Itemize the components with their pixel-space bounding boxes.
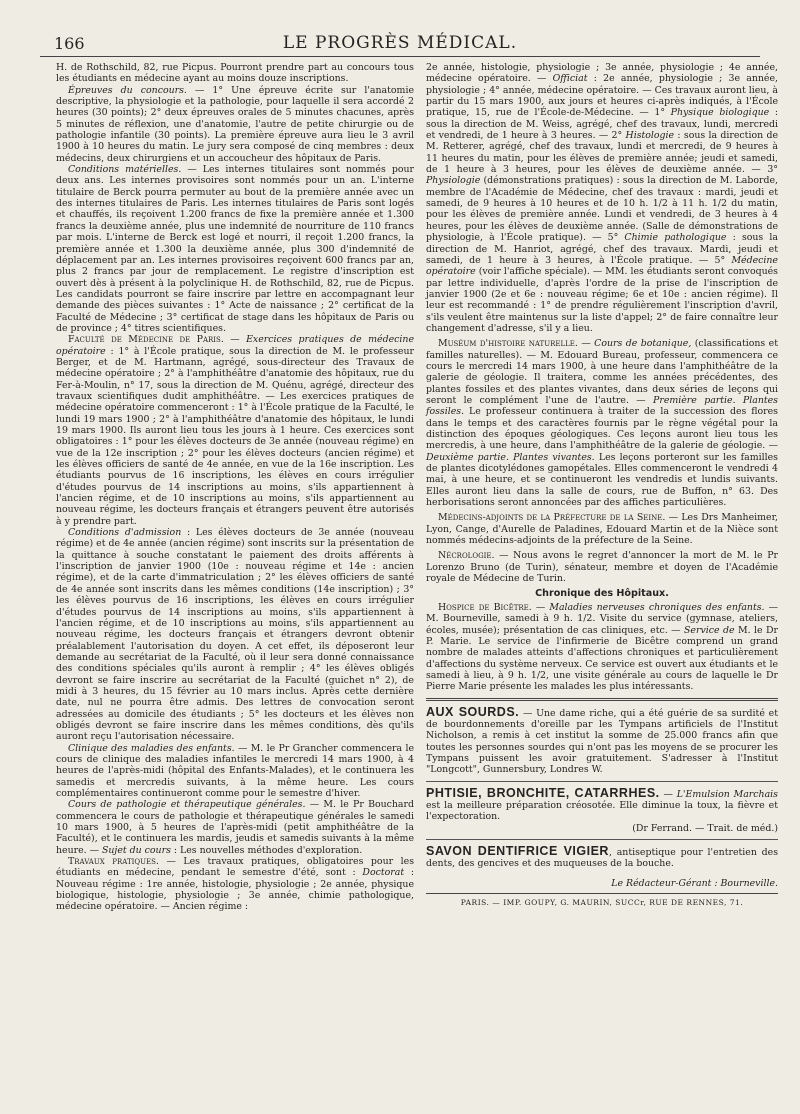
- right-column: [426, 62, 778, 908]
- left-column: [56, 62, 414, 913]
- paragraph: [426, 512, 778, 546]
- advertisement-sourds: [426, 704, 778, 782]
- italic-text: Doctorat: [362, 867, 405, 879]
- header-rule: [40, 56, 760, 57]
- text-span: Le professeur continuera à traiter de la succession des flores dans le temps et des caractères fournis par le règne végétal pour la distinction des époques géologiques. Ces leçons auront lieu tous les mercredis, à une heure, dans l'amphithéâtre de la galerie de géologie. —: [426, 406, 778, 452]
- section-head: Conditions d'admission: [68, 527, 182, 539]
- paragraph-text: — Les travaux pratiques, obligatoires pour les étudiants en médecine, pendant le semestre d'été, sont :: [56, 856, 415, 879]
- section-head: Conditions matérielles.: [68, 164, 182, 176]
- paragraph-text: — M. le Pr Grancher commencera le cours de clinique des maladies infantiles le mercredi 14 mars 1900, à 4 heures de l'après-midi (hôpital des Enfants-Malades), et le continuera les samedis et mercredis suivants, à la même heure. Les cours complémentaires continueront comme pour le semestre d'hiver.: [56, 742, 414, 799]
- divider: [426, 839, 778, 840]
- paragraph-text: — Les internes titulaires sont nommés pour deux ans. Les internes provisoires sont nommés pour un an. L'interne titulaire de Berck pourra permuter au bout de la première année avec un des internes titulaires de Paris. Les internes titulaires de Paris sont logés et chauffés, ils reçoivent 1.200 francs de fixe la première année et 1.300 francs la deuxième année, plus une indemnité de nourriture de 110 francs par mois. L'interne de Berck est logé et nourri, il reçoit 1.200 francs, la première année et 1.300 la deuxième année, plus 300 d'indemnité de déplacement par an. Les internes provisoires reçoivent 600 francs par an, plus 2 francs par jour de remplacement. Le registre d'inscription est ouvert dès à présent à la polyclinique H. de Rothschild, 82, rue de Picpus. Les candidats pourront se faire inscrire par lettre en accompagnant leur demande des pièces suivantes : 1° Acte de naissance ; 2° certificat de la Faculté de Médecine ; 3° certificat de stage dans les hôpitaux de Paris ou de province ; 4° titres scientifiques.: [56, 164, 414, 334]
- paragraph: [426, 550, 778, 584]
- text-span: 2e année, histologie, physiologie ; 3e année, physiologie ; 4e année, médecine opératoire. —: [426, 62, 778, 85]
- double-rule: [426, 698, 778, 701]
- paragraph: [56, 527, 414, 743]
- paragraph: [56, 743, 414, 800]
- page-number: 166: [54, 34, 85, 53]
- paragraph: [56, 799, 414, 856]
- paragraph-text: : 1° à l'École pratique, sous la direction de M. le professeur Berger, et de M. Hartmann, agrégé, sous-directeur des Travaux de médecine opératoire ; 2° à l'amphithéâtre d'anatomie des hôpitaux, rue du Fer-à-Moulin, n° 17, sous la direction de M. Quénu, agrégé, directeur des travaux scientifiques dudit amphithéâtre. — Les exercices pratiques de médecine opératoire commenceront : 1° à l'École pratique de la Faculté, le lundi 19 mars 1900 ; 2° à l'amphithéâtre d'anatomie des hôpitaux, le lundi 19 mars 1900. Ils auront lieu tous les jours à 1 heure. Ces exercices sont obligatoires : 1° pour les élèves docteurs de 3e année (nouveau régime) en vue de la 12e inscription ; 2° pour les élèves docteurs (ancien régime) et les élèves officiers de santé de 4e année, en vue de la 16e inscription. Les étudiants pourvus de 16 inscriptions, les élèves en cours irrégulier d'études pourvus de 14 inscriptions au moins, s'ils appartiennent à l'ancien régime, et de 10 inscriptions au moins, s'ils appartiennent au nouveau régime, les docteurs français et étrangers peuvent être autorisés à y prendre part.: [56, 345, 414, 527]
- section-title: Exercices pratiques de médecine opératoire: [56, 334, 414, 357]
- text-span: Histologie: [625, 130, 675, 142]
- section-head: Faculté de Médecine de Paris.: [68, 334, 224, 346]
- paragraph-text: — M. le Pr Bouchard commencera le cours de pathologie et thérapeutique générales le samedi 10 mars 1900, à 5 heures de l'après-midi (petit amphithéâtre de la Faculté), et le continuera les mardis, jeudis et samedis suivants à la même heure. —: [56, 799, 414, 856]
- text-span: — Une dame riche, qui a été guérie de sa surdité et de bourdonnements d'oreille par les Tympans artificiels de l'Institut Nicholson, a remis à cet institut la somme de 25.000 francs afin que toutes les personnes sourdes qui n'ont pas les moyens de se procurer les Tympans puissent les avoir gratuitement. S'adresser à l'Institut "Longcott", Gunnersbury, Londres W.: [426, 707, 778, 776]
- text-span: Physiologie: [426, 175, 481, 187]
- text-span: Service de: [684, 624, 735, 636]
- section-head: Cours de pathologie et thérapeutique générales.: [68, 799, 306, 811]
- section-head: Hospice de Bicêtre.: [438, 601, 532, 613]
- chronique-heading: Chronique des Hôpitaux.: [535, 588, 669, 600]
- paragraph-text: — 1° Une épreuve écrite sur l'anatomie descriptive, la physiologie et la pathologie, pour laquelle il sera accordé 2 heures (30 points); 2° deux épreuves orales de 5 minutes chacunes, après 5 minutes de réflexion, une d'anatomie, l'autre de petite chirurgie ou de pathologie infantile (30 points). La première épreuve aura lieu le 3 avril 1900 à 10 heures du matin. Le jury sera composé de cinq membres : deux médecins, deux chirurgiens et un accoucheur des hôpitaux de Paris.: [56, 84, 414, 164]
- text-span: Maladies nerveuses chroniques des enfants.: [549, 601, 765, 613]
- text-span: M. le Dr P. Marie. Le service de l'infirmerie de Bicêtre comprend un grand nombre de malades atteints d'affections chroniques et particulièrement d'affections du système nerveux. Ce service est ouvert aux étudiants et le samedi à lieu, à 9 h. 1/2, une visite générale au cours de laquelle le Dr Pierre Marie présente les malades les plus intéressants.: [426, 624, 778, 693]
- ad-credit: (Dr Ferrand. — Trait. de méd.): [632, 822, 778, 834]
- text-span: : sous la direction de M. Hanriot, agrégé, chef des travaux. Mardi, jeudi et samedi, de 1 heure à 3 heures, à l'École pratique. — 5°: [426, 232, 778, 266]
- text-span: : sous la direction de M. Weiss, agrégé, chef des travaux, lundi, mercredi et vendredi, de 1 heure à 3 heures. — 2°: [426, 107, 778, 142]
- paragraph: Faculté de Médecine de Paris. — Exercices pratiques de médecine opératoire : 1° à l'École pratique, sous la direction de M. le professeur Berger, et de M. Hartmann, agrégé, sous-directeur des Travaux de médecine opératoire ; 2° à l'amphithéâtre d'anatomie des hôpitaux, rue du Fer-à-Moulin, n° 17, sous la direction de M. Quénu, agrégé, directeur des travaux scientifiques dudit amphithéâtre. — Les exercices pratiques de médecine opératoire commenceront : 1° à l'École pratique de la Faculté, le lundi 19 mars 1900 ; 2° à l'amphithéâtre d'anatomie des hôpitaux, le lundi 19 mars 1900. Ils auront lieu tous les jours à 1 heure. Ces exercices sont obligatoires : 1° pour les élèves docteurs de 3e année (nouveau régime) en vue de la 12e inscription ; 2° pour les élèves docteurs (ancien régime) et les élèves officiers de santé de 4e année, en vue de la 16e inscription. Les étudiants pourvus de 16 inscriptions, les élèves en cours irrégulier d'études pourvus de 14 inscriptions au moins, s'ils appartiennent à l'ancien régime, et de 10 inscriptions au moins, s'ils appartiennent au nouveau régime, les docteurs français et étrangers peuvent être autorisés à y prendre part.: [56, 334, 414, 527]
- text-span: est la meilleure préparation créosotée. Elle diminue la toux, la fièvre et l'expectoration.: [426, 799, 778, 823]
- paragraph: [56, 164, 414, 334]
- text-span: Chimie pathologique: [624, 232, 727, 244]
- text-span: Les leçons porteront sur les familles de plantes dicotylédones gamopétales. Elles commenceront le vendredi 4 mai, à une heure, et se continueront les vendredis et lundis suivants. Elles auront lieu dans la salle de cours, rue de Buffon, n° 63. Des herborisations seront annoncées par des affiches particulières.: [426, 451, 778, 509]
- editor-signature: Le Rédacteur-Gérant : Bourneville.: [611, 877, 778, 889]
- text-span: Médecine opératoire: [426, 254, 778, 278]
- text-span: — Les Drs Manheimer, Lyon, Cange, d'Aurelle de Paladines, Edouard Martin et de la Nièce sont nommés médecins-adjoints de la préfecture de la Seine.: [426, 512, 778, 547]
- paragraph: Hospice de Bicêtre. — Maladies nerveuses chroniques des enfants. — M. Bourneville, samedi à 9 h. 1/2. Visite du service (gymnase, ateliers, écoles, musée); présentation de cas cliniques, etc. — Service de M. le Dr P. Marie. Le service de l'infirmerie de Bicêtre comprend un grand nombre de malades atteints d'affections chroniques et particulièrement d'affections du système nerveux. Ce service est ouvert aux étudiants et le samedi à lieu, à 9 h. 1/2, une visite générale au cours de laquelle le Dr Pierre Marie présente les malades les plus intéressants.: [426, 601, 779, 693]
- printer-line: PARIS. — IMP. GOUPY, G. MAURIN, SUCCr, RUE DE RENNES, 71.: [426, 893, 778, 908]
- advertisement-phtisie: [426, 785, 778, 840]
- running-header: [40, 28, 760, 56]
- ad-title: AUX SOURDS.: [426, 704, 520, 719]
- section-head: Médecins-adjoints de la Préfecture de la Seine.: [438, 512, 666, 524]
- paragraph: Muséum d'histoire naturelle. — Cours de botanique, (classifications et familles naturelles). — M. Edouard Bureau, professeur, commencera ce cours le mercredi 14 mars 1900, à une heure dans l'amphithéâtre de la galerie de géologie. Il traitera, comme les années précédentes, des plantes fossiles et des plantes vivantes, dans deux séries de leçons qui seront le complément l'une de l'autre. — Première partie. Plantes fossiles. Le professeur continuera à traiter de la succession des flores dans le temps et des caractères fournis par le règne végétal pour la distinction des époques géologiques. Ces leçons auront lieu tous les mercredis, à une heure, dans l'amphithéâtre de la galerie de géologie. — Deuxième partie. Plantes vivantes. Les leçons porteront sur les familles de plantes dicotylédones gamopétales. Elles commenceront le vendredi 4 mai, à une heure, et se continueront les vendredis et lundis suivants. Elles auront lieu dans la salle de cours, rue de Buffon, n° 63. Des herborisations seront annoncées par des affiches particulières.: [426, 338, 778, 509]
- ad-title: SAVON DENTIFRICE VIGIER: [426, 844, 609, 858]
- italic-text: Sujet du cours: [101, 844, 171, 856]
- text-span: Officiat: [552, 73, 588, 85]
- paragraph: H. de Rothschild, 82, rue Picpus. Pourront prendre part au concours tous les étudiants en médecine ayant au moins douze inscriptions.: [56, 62, 414, 85]
- text-span: , antiseptique pour l'entretien des dents, des gencives et des muqueuses de la bouche.: [426, 847, 779, 870]
- section-head: Nécrologie.: [438, 550, 495, 562]
- paragraph-text: : Les élèves docteurs de 3e année (nouveau régime) et de 4e année (ancien régime) sont inscrits sur la présentation de la quittance à souche constatant le paiement des droits afférents à l'inscription de janvier 1900 (10e : nouveau régime et 14e : ancien régime), et de la carte d'immatriculation ; 2° les élèves officiers de santé de 4e année sont inscrits dans les mêmes conditions (14e inscription) ; 3° les élèves pourvus de 16 inscriptions, les élèves en cours irrégulier d'études pourvus de 14 inscriptions au moins, s'ils appartiennent à l'ancien régime, et de 10 inscriptions au moins, s'ils appartiennent au nouveau régime, les docteurs français et étrangers devront obtenir préalablement l'autorisation du doyen. A cet effet, ils déposeront leur demande au secrétariat de la Faculté, où il leur sera donné connaissance des conditions spéciales qu'ils auront à remplir ; 4° les élèves obligés devront se faire inscrire au secrétariat de la Faculté (guichet n° 2), de midi à 3 heures, du 15 février au 10 mars inclus. Après cette dernière date, nul ne pourra être admis. Des lettres de convocation seront adressées au domicile des étudiants ; 5° les docteurs et les élèves non obligés devront se faire inscrire dans les mêmes conditions, dès qu'ils auront reçu l'autorisation nécessaire.: [56, 527, 414, 743]
- text-span: : 2e année, physiologie ; 3e année, physiologie ; 4° année, médecine opératoire. — Ces travaux auront lieu, à partir du 15 mars 1900, aux jours et heures ci-après indiqués, à l'École pratique, 15, rue de l'École-de-Médecine. — 1°: [426, 73, 778, 119]
- text-span: (voir l'affiche spéciale). — MM. les étudiants seront convoqués par lettre individuelle, d'après l'ordre de la prise de l'inscription de janvier 1900 (2e et 6e : nouveau régime; 6e et 10e : ancien régime). Il leur est recommandé : 1° de prendre régulièrement l'inscription d'avril, s'ils veulent être maintenus sur la liste d'appel; 2° de faire connaître leur changement d'adresse, s'il y a lieu.: [426, 266, 778, 334]
- section-head: Clinique des maladies des enfants.: [68, 742, 235, 754]
- text-span: — Nous avons le regret d'annoncer la mort de M. le Pr Lorenzo Bruno (de Turin), sénateur, membre et doyen de l'Académie royale de Médecine de Turin.: [426, 550, 778, 585]
- text-span: Première partie. Plantes fossiles.: [426, 394, 778, 418]
- paragraph-text: : Nouveau régime : 1re année, histologie, physiologie ; 2e année, physique biologique, histologie, physiologie ; 3e année, chimie pathologique, médecine opératoire. — Ancien régime :: [56, 867, 414, 913]
- advertisement-savon: [426, 846, 778, 870]
- text-span: (classifications et familles naturelles). — M. Edouard Bureau, professeur, commencera ce cours le mercredi 14 mars 1900, à une heure dans l'amphithéâtre de la galerie de géologie. Il traitera, comme les années précédentes, des plantes fossiles et des plantes vivantes, dans deux séries de leçons qui seront le complément l'une de l'autre. —: [426, 338, 778, 406]
- paragraph: [56, 856, 414, 913]
- text-span: Physique biologique: [670, 107, 770, 119]
- divider: [426, 781, 778, 782]
- section-head: Muséum d'histoire naturelle.: [438, 338, 578, 350]
- ad-title: PHTISIE, BRONCHITE, CATARRHES.: [426, 785, 660, 800]
- paragraph-text: : Les nouvelles méthodes d'exploration.: [170, 844, 363, 856]
- text-span: Cours de botanique,: [594, 338, 692, 350]
- text-span: (démonstrations pratiques) : sous la direction de M. Laborde, membre de l'Académie de Médecine, chef des travaux : mardi, jeudi et samedi, de 9 heures à 10 heures et de 10 h. 1/2 à 11 h. 1/2 du matin, pour les élèves de première année. Lundi et vendredi, de 3 heures à 4 heures, pour les élèves de deuxième année. (Salle de démonstrations de physiologie, à l'École pratique). — 5°: [426, 175, 778, 244]
- section-head: Travaux pratiques.: [68, 856, 159, 868]
- paragraph: [426, 62, 778, 334]
- paragraph: [56, 85, 414, 164]
- text-span: — M. Bourneville, samedi à 9 h. 1/2. Visite du service (gymnase, ateliers, écoles, musée); présentation de cas cliniques, etc. —: [426, 601, 779, 636]
- journal-title: LE PROGRÈS MÉDICAL.: [282, 33, 518, 53]
- text-span: — L'Emulsion Marchais: [659, 788, 778, 800]
- text-span: Deuxième partie. Plantes vivantes.: [426, 451, 595, 463]
- section-head: Épreuves du concours.: [68, 84, 187, 96]
- text-span: : sous la direction de M. Retterer, agrégé, chef des travaux, lundi et mercredi, de 9 heures à 11 heures du matin, pour les élèves de première année; jeudi et samedi, de 1 heure à 3 heures, pour les élèves de deuxième année. — 3°: [426, 130, 778, 176]
